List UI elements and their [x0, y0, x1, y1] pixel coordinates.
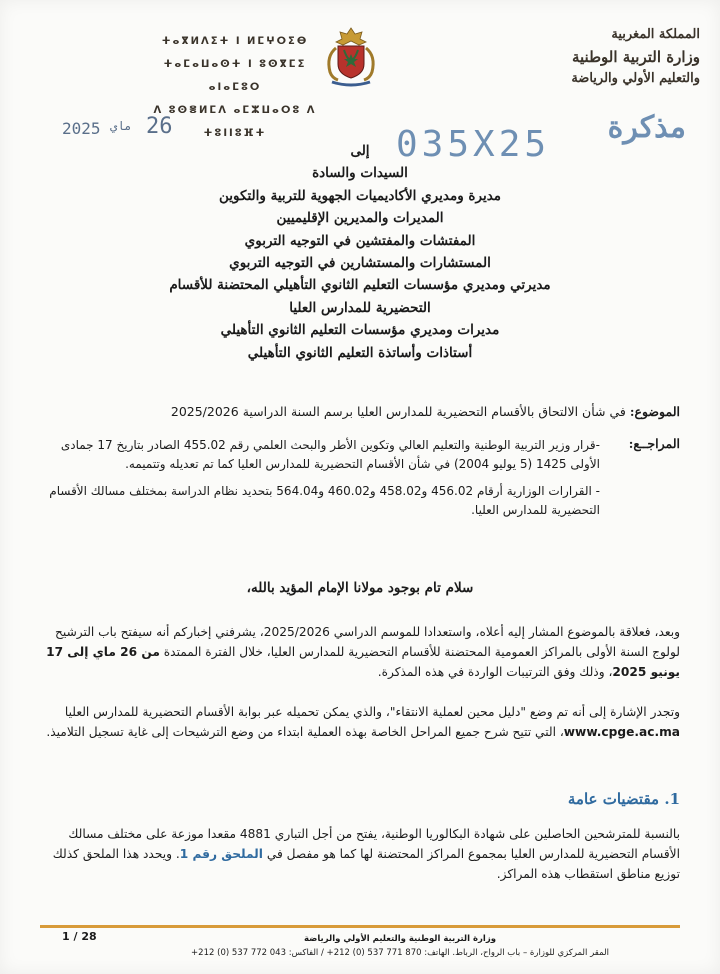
ministry-name-tifinagh-continued: ⴷ ⵓⵙⴻⵍⵎⴷ ⴰⵎⵣⵡⴰⵔⵓ ⴷ ⵜⵓⵏⵏⵓⴼⵜ	[153, 105, 317, 139]
recipients-to: إلى	[350, 143, 370, 159]
ministry-name-tifinagh: ⵜⴰⵎⴰⵡⴰⵙⵜ ⵏ ⵓⵙⴳⵎⵉ ⴰⵏⴰⵎⵓⵔ	[163, 59, 307, 93]
ministry-name-continued: والتعليم الأولي والرياضة	[571, 71, 700, 86]
recipient-line: أستاذات وأساتذة التعليم الثانوي التأهيلي	[247, 344, 473, 361]
guide-text-end: ، التي تتيح شرح جميع المراحل الخاصة بهذه العملية ابتداء من وضع الترشيحات إلى غاية تسجيل التلاميذ.	[46, 725, 564, 739]
date-year: 2025	[62, 119, 101, 138]
date-month: ماي	[110, 119, 132, 133]
kingdom-name: المملكة المغربية	[611, 27, 700, 42]
provisions-text: بالنسبة للمترشحين الحاصلين على شهادة البكالوريا الوطنية، يفتح من أجل التباري 4881 مقعدا موزعة على مختلف مسالك الأقسام التحضيرية للمدارس العليا بمجموع المراكز المحتضنة لها كما هو مفصل في	[68, 827, 680, 861]
intro-text: وبعد، فعلاقة بالموضوع المشار إليه أعلاه، واستعدادا للموسم الدراسي 2025/2026، يشرفني إخباركم أنه سيفتح باب الترشيح لولوج السنة الأولى بالمراكز العمومية المحتضنة للأقسام التحضيرية للمدارس العليا، خلال الفترة الممتدة	[55, 625, 680, 659]
recipient-line: المفتشات والمفتشين في التوجيه التربوي	[244, 232, 476, 249]
date-stamp	[62, 114, 232, 140]
salutation: سلام تام بوجود مولانا الإمام المؤيد بالله،	[246, 580, 474, 596]
reference-item: - القرارات الوزارية أرقام 456.02 و458.02 و460.02 و564.04 بتحديد نظام الدراسة بمختلف مسالك الأقسام التحضيرية للمدارس العليا.	[49, 484, 600, 517]
coat-of-arms-icon	[318, 24, 384, 90]
recipients-block	[60, 140, 660, 364]
footer-address: المقر المركزي للوزارة – باب الرواح، الرباط. الهاتف: 870 771 537 (0) 212+ / الفاكس: 043 772 537 (0) 212+	[191, 948, 609, 958]
memo-label: مذكرة	[607, 110, 686, 145]
annex-reference: الملحق رقم 1	[179, 847, 263, 861]
section-number: 1.	[664, 790, 680, 808]
kingdom-name-tifinagh: ⵜⴰⴳⵍⴷⵉⵜ ⵏ ⵍⵎⵖⵔⵉⴱ	[161, 36, 309, 47]
provisions-text-end: . ويحدد هذا الملحق كذلك توزيع مناطق استقطاب هذه المراكز.	[52, 847, 680, 881]
recipient-line: السيدات والسادة	[312, 165, 408, 182]
memo-number: 035X25	[396, 124, 551, 165]
intro-text-end: ، وذلك وفق الترتيبات الواردة في هذه المذكرة.	[377, 665, 613, 679]
portal-link[interactable]: www.cpge.ac.ma	[563, 725, 680, 739]
intro-paragraph	[40, 622, 680, 682]
references-label: المراجــع:	[628, 436, 680, 451]
recipient-line: المديرات والمديرين الإقليميين	[276, 210, 444, 227]
section-title: مقتضيات عامة	[567, 790, 660, 808]
guide-paragraph	[40, 702, 680, 742]
application-period: من 26 ماي إلى 17 يونيو 2025	[46, 645, 680, 679]
references-block	[35, 436, 680, 528]
subject-label: الموضوع:	[629, 404, 680, 419]
guide-text: وتجدر الإشارة إلى أنه تم وضع "دليل محين لعملية الانتقاء"، والذي يمكن تحميله عبر بوابة الأقسام التحضيرية للمدارس العليا	[64, 705, 680, 719]
general-provisions-paragraph	[40, 824, 680, 884]
reference-item: -قرار وزير التربية الوطنية والتعليم العالي وتكوين الأطر والبحث العلمي رقم 455.02 الصادر بتاريخ 17 جمادى الأولى 1425 (5 يوليو 2004) في شأن الأقسام التحضيرية للمدارس العليا كما تم تعديله وتتميمه.	[60, 438, 600, 471]
recipient-line: التحضيرية للمدارس العليا	[289, 299, 431, 316]
section-heading	[568, 790, 680, 808]
subject-text: في شأن الالتحاق بالأقسام التحضيرية للمدارس العليا برسم السنة الدراسية 2025/2026	[170, 404, 626, 419]
ministry-name: وزارة التربية الوطنية	[571, 48, 700, 66]
recipient-line: المستشارات والمستشارين في التوجيه التربوي	[229, 255, 491, 272]
date-day: 26	[146, 114, 173, 139]
footer-ministry: وزارة التربية الوطنية والتعليم الأولي والرياضة	[303, 934, 497, 944]
ministry-header-arabic	[490, 24, 700, 90]
recipient-line: مديرتي ومديري مؤسسات التعليم الثانوي التأهيلي المحتضنة للأقسام	[169, 277, 551, 294]
recipient-line: مديرة ومديري الأكاديميات الجهوية للتربية والتكوين	[218, 187, 502, 204]
footer-divider	[40, 925, 680, 928]
subject-line	[35, 404, 680, 419]
recipient-line: مديرات ومديري مؤسسات التعليم الثانوي التأهيلي	[220, 322, 500, 339]
page-number: 1 / 28	[62, 930, 97, 943]
